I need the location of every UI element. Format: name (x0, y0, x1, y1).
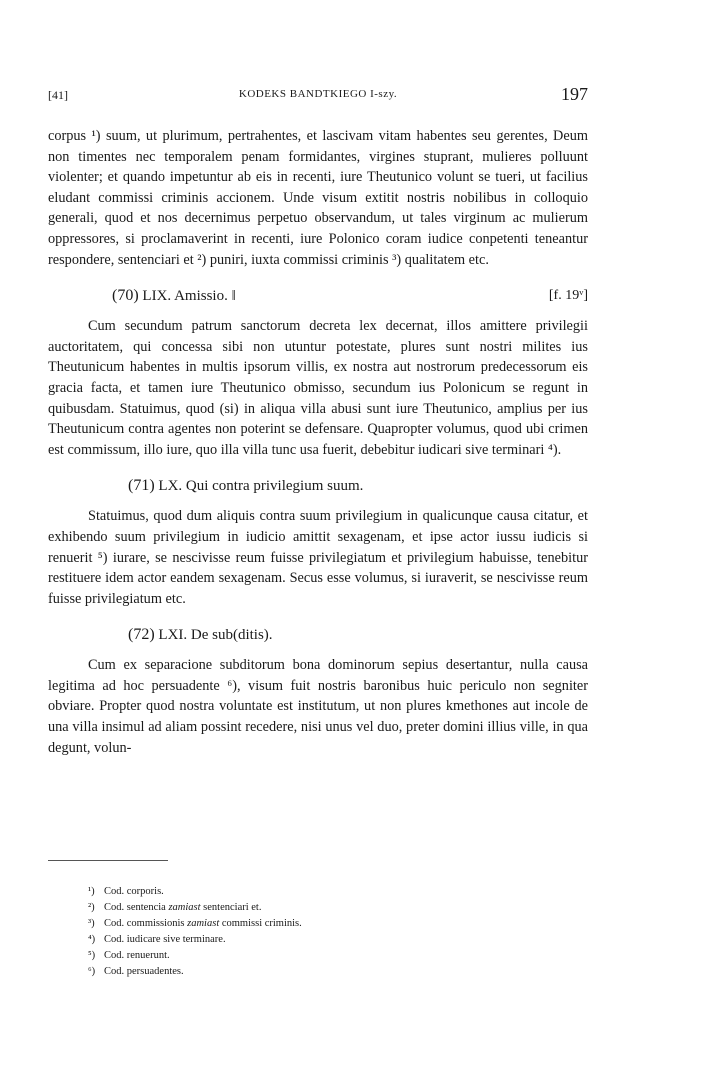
section-number: (70) (112, 287, 139, 305)
page-reference: [41] (48, 88, 68, 102)
footnote-text: Cod. sentencia (104, 902, 169, 913)
footnote-italic: zamiast (168, 902, 201, 913)
footnote-text: Cod. persuadentes. (104, 966, 184, 977)
folio-marker: [f. 19ᵛ] (548, 288, 588, 304)
footnote-mark: ²) (88, 902, 95, 913)
footnote-mark: ⁶) (88, 966, 96, 977)
footnote-text: Cod. renuerunt. (104, 950, 170, 961)
section-title: LIX. Amissio. ‖ (142, 288, 236, 305)
section-title: LXI. De sub(ditis). (158, 627, 273, 644)
section-heading-72 (48, 625, 588, 651)
main-text (48, 126, 588, 758)
section-heading-70 (48, 286, 588, 312)
footnote-1 (88, 884, 548, 900)
section-number: (72) (128, 626, 155, 644)
footnote-text: Cod. corporis. (104, 886, 164, 897)
footnote-5 (88, 948, 548, 964)
intro-paragraph: corpus ¹) suum, ut plurimum, pertrahentes, et lascivam vitam habentes seu gerentes, Deum non timentes nec temporalem penam formidantes, virgines stuprant, mulieres polluunt violenter; et quando impetuntur ab eis in recenti, iure Theutunico volunt se tueri, ut facilius eludant commissi criminis accionem. Unde visum extitit nostris nobilibus in colloquio generali, quod et nos decernimus perpetuo observandum, ut tales virginum ac mulierum oppressores, si proclamaverint in recenti, iure Polonico coram iudice conpetenti teneantur respondere, sentenciari et ²) puniri, iuxta commissi criminis ³) qualitatem etc. (48, 128, 588, 268)
footnote-mark: ⁵) (88, 950, 96, 961)
footnote-text: Cod. iudicare sive terminare. (104, 934, 226, 945)
footnote-mark: ³) (88, 918, 95, 929)
section-paragraph-71: Statuimus, quod dum aliquis contra suum privilegium in qualicunque causa citatur, et exhibendo suum privilegium in iudicio amittit sexagenam, et ipse actor iussu iudicis si renuerit ⁵) iurare, se nescivisse reum fuisse privilegiatum et privilegium habuisse, tenebitur restituere idem actor eandem sexagenam. Secus esse volumus, si iuraverit, se nescivisse reum fuisse privilegiatum etc. (48, 508, 588, 607)
section-paragraph-72: Cum ex separacione subditorum bona dominorum sepius desertantur, nulla causa legitima ad hoc persuadente ⁶), visum fuit nostris baronibus huic periculo non segniter obviare. Propter quod nostra voluntate est institutum, ut non plures kmethones aut incole de una villa insimul ad aliam possint recedere, nisi unus vel duo, preter domini illius ville, in qua degunt, volun- (48, 657, 588, 756)
section-title: LX. Qui contra privilegium suum. (158, 478, 364, 495)
section-paragraph-70: Cum secundum patrum sanctorum decreta lex decernat, illos amittere privilegii auctoritatem, qui concessa sibi non utuntur potestate, plures sunt nostri milites ius Theutunicum habentes in multis ipsorum villis, ex nostra aut nostrorum predecessorum eis gracia facta, et tamen iure Theutunico obmisso, secundum ius Polonicum se regunt in quibusdam. Statuimus, quod (si) in aliqua villa abusi sunt iure Theutunico, amplius per ius Theutunicum contra agentes non poterint se defensare. Quapropter volumus, quod ubi crimen est commissum, illo iure, quo illa villa tunc usa fuerit, debebitur iudicari sive terminari ⁴). (48, 318, 588, 458)
footnote-italic: zamiast (187, 918, 220, 929)
footnote-mark: ¹) (88, 886, 95, 897)
running-header (48, 86, 588, 106)
section-heading-71 (48, 476, 588, 502)
footnote-text-end: sentenciari et. (200, 902, 262, 913)
footnotes (88, 884, 548, 980)
page-number: 197 (561, 84, 588, 104)
footnote-6 (88, 964, 548, 980)
footnote-2 (88, 900, 548, 916)
footnote-divider (48, 860, 168, 861)
footnote-text: Cod. commissionis (104, 918, 188, 929)
running-title: KODEKS BANDTKIEGO I-szy. (238, 88, 398, 100)
footnote-text-end: commissi criminis. (219, 918, 302, 929)
section-number: (71) (128, 477, 155, 495)
footnote-mark: ⁴) (88, 934, 96, 945)
footnote-4 (88, 932, 548, 948)
footnote-3 (88, 916, 548, 932)
